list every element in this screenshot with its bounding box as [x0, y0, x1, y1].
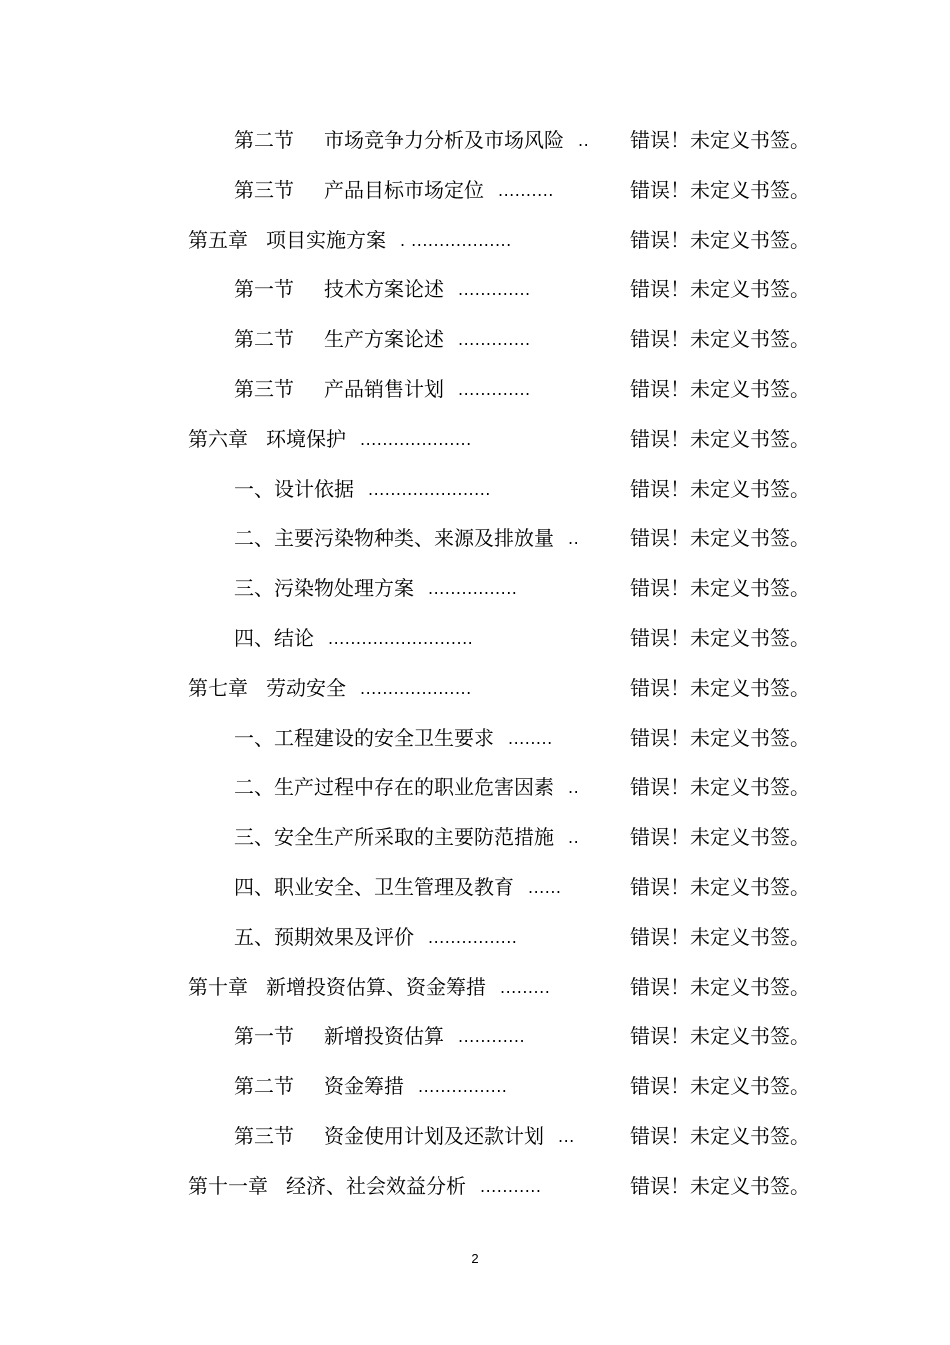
toc-entry-number: 第十一章 [188, 1173, 268, 1198]
toc-entry-number: 一、 [234, 725, 274, 750]
toc-entry-number: 三、 [234, 825, 274, 850]
toc-entry-leader-dots: .................... [360, 429, 472, 449]
toc-entry[interactable] [0, 564, 950, 614]
toc-entry-number: 第五章 [188, 227, 248, 252]
toc-entry-number: 四、 [234, 625, 274, 650]
toc-entry[interactable] [0, 415, 950, 465]
toc-entry-number: 一、 [234, 476, 274, 501]
toc-entry-leader-dots: ................ [428, 927, 518, 947]
toc-entry[interactable] [0, 216, 950, 266]
toc-entry-leader-dots: ........ [508, 728, 553, 748]
toc-entry-title: 项目实施方案 [266, 227, 386, 252]
toc-entry-page-ref: 错误！未定义书签。 [630, 476, 810, 501]
toc-entry-number: 第七章 [188, 675, 248, 700]
toc-entry-leader-dots: ......... [500, 977, 551, 997]
toc-entry-title: 污染物处理方案 [274, 576, 414, 601]
toc-entry-title: 新增投资估算 [324, 1024, 444, 1049]
toc-entry[interactable] [0, 1062, 950, 1112]
toc-entry-page-ref: 错误！未定义书签。 [630, 128, 810, 152]
toc-entry-title: 产品目标市场定位 [324, 177, 484, 202]
page-number: 2 [471, 1251, 479, 1266]
toc-entry-number: 第一节 [234, 277, 294, 302]
toc-entry-number: 二、 [234, 775, 274, 800]
toc-entry-leader-dots: ................ [428, 579, 518, 599]
toc-entry-leader-dots: ... [558, 1126, 575, 1146]
toc-entry-page-ref: 错误！未定义书签。 [630, 1024, 810, 1049]
toc-entry-leader-dots: .. [578, 131, 590, 150]
toc-entry-number: 第六章 [188, 426, 248, 451]
toc-entry-leader-dots: ............. [458, 379, 531, 399]
toc-entry-number: 第十章 [188, 974, 248, 999]
toc-entry-leader-dots: .. [568, 828, 580, 848]
toc-entry-page-ref: 错误！未定义书签。 [630, 1173, 810, 1198]
toc-entry-leader-dots: ............. [458, 280, 531, 300]
toc-entry-page-ref: 错误！未定义书签。 [630, 675, 810, 700]
toc-entry-page-ref: 错误！未定义书签。 [630, 725, 810, 750]
toc-entry-leader-dots: ...... [528, 877, 562, 897]
toc-entry-title: 新增投资估算、资金筹措 [266, 974, 486, 999]
toc-entry-page-ref: 错误！未定义书签。 [630, 376, 810, 401]
toc-entry-page-ref: 错误！未定义书签。 [630, 227, 810, 252]
toc-entry-title: 市场竞争力分析及市场风险 [324, 128, 564, 152]
toc-entry[interactable] [0, 963, 950, 1013]
toc-entry-number: 三、 [234, 576, 274, 601]
toc-entry-leader-dots: .......................... [328, 628, 474, 648]
toc-entry-number: 四、 [234, 874, 274, 899]
toc-entry-number: 第一节 [234, 1024, 294, 1049]
toc-entry[interactable] [0, 166, 950, 216]
toc-entry-page-ref: 错误！未定义书签。 [630, 327, 810, 352]
toc-entry-page-ref: 错误！未定义书签。 [630, 1074, 810, 1099]
toc-entry-page-ref: 错误！未定义书签。 [630, 526, 810, 551]
toc-entry[interactable] [0, 813, 950, 863]
toc-entry-title: 生产方案论述 [324, 327, 444, 352]
toc-entry-leader-dots: ............. [458, 330, 531, 350]
toc-entry-title: 产品销售计划 [324, 376, 444, 401]
toc-entry-leader-dots: . .................. [400, 230, 512, 250]
toc-entry-title: 预期效果及评价 [274, 924, 414, 949]
toc-entry-title: 环境保护 [266, 426, 346, 451]
toc-entry-page-ref: 错误！未定义书签。 [630, 874, 810, 899]
toc-entry-title: 主要污染物种类、来源及排放量 [274, 526, 554, 551]
toc-entry-page-ref: 错误！未定义书签。 [630, 924, 810, 949]
toc-entry-leader-dots: ...................... [368, 479, 491, 499]
toc-entry[interactable] [0, 664, 950, 714]
toc-entry-leader-dots: .......... [498, 180, 554, 200]
toc-entry[interactable] [0, 1112, 950, 1162]
toc-entry-title: 生产过程中存在的职业危害因素 [274, 775, 554, 800]
toc-entry-page-ref: 错误！未定义书签。 [630, 426, 810, 451]
toc-entry[interactable] [0, 614, 950, 664]
toc-entry[interactable] [0, 514, 950, 564]
toc-entry-leader-dots: .. [568, 778, 580, 798]
toc-entry-page-ref: 错误！未定义书签。 [630, 775, 810, 800]
toc-entry[interactable] [0, 265, 950, 315]
toc-entry-number: 第二节 [234, 1074, 294, 1099]
toc-entry[interactable] [0, 913, 950, 963]
toc-entry-title: 资金使用计划及还款计划 [324, 1123, 544, 1148]
toc-entry[interactable] [0, 116, 950, 166]
toc-entry-number: 第三节 [234, 1123, 294, 1148]
toc-entry-title: 结论 [274, 625, 314, 650]
toc-entry-title: 工程建设的安全卫生要求 [274, 725, 494, 750]
toc-entry-leader-dots: ........... [480, 1176, 542, 1196]
toc-entry-title: 职业安全、卫生管理及教育 [274, 874, 514, 899]
toc-entry-title: 安全生产所采取的主要防范措施 [274, 825, 554, 850]
toc-entry-title: 设计依据 [274, 476, 354, 501]
toc-entry-page-ref: 错误！未定义书签。 [630, 177, 810, 202]
toc-entry[interactable] [0, 1012, 950, 1062]
toc-entry-page-ref: 错误！未定义书签。 [630, 825, 810, 850]
toc-entry[interactable] [0, 1162, 950, 1212]
toc-entry-title: 经济、社会效益分析 [286, 1173, 466, 1198]
toc-entry-page-ref: 错误！未定义书签。 [630, 974, 810, 999]
toc-entry[interactable] [0, 714, 950, 764]
toc-entry-leader-dots: .. [568, 529, 580, 549]
toc-entry-leader-dots: ................ [418, 1077, 508, 1097]
toc-entry-number: 第三节 [234, 177, 294, 202]
toc-entry-number: 第二节 [234, 128, 294, 152]
toc-entry-leader-dots: ............ [458, 1027, 526, 1047]
toc-entry-page-ref: 错误！未定义书签。 [630, 625, 810, 650]
toc-entry-leader-dots: .................... [360, 678, 472, 698]
toc-entry-page-ref: 错误！未定义书签。 [630, 277, 810, 302]
toc-entry-title: 技术方案论述 [324, 277, 444, 302]
toc-entry-title: 劳动安全 [266, 675, 346, 700]
table-of-contents [0, 116, 950, 1212]
toc-entry[interactable] [0, 365, 950, 415]
toc-entry[interactable] [0, 763, 950, 813]
toc-entry-title: 资金筹措 [324, 1074, 404, 1099]
toc-entry[interactable] [0, 315, 950, 365]
toc-entry[interactable] [0, 465, 950, 515]
toc-entry[interactable] [0, 863, 950, 913]
toc-entry-number: 第三节 [234, 376, 294, 401]
toc-entry-number: 五、 [234, 924, 274, 949]
toc-entry-number: 二、 [234, 526, 274, 551]
toc-entry-page-ref: 错误！未定义书签。 [630, 576, 810, 601]
toc-entry-number: 第二节 [234, 327, 294, 352]
toc-entry-page-ref: 错误！未定义书签。 [630, 1123, 810, 1148]
